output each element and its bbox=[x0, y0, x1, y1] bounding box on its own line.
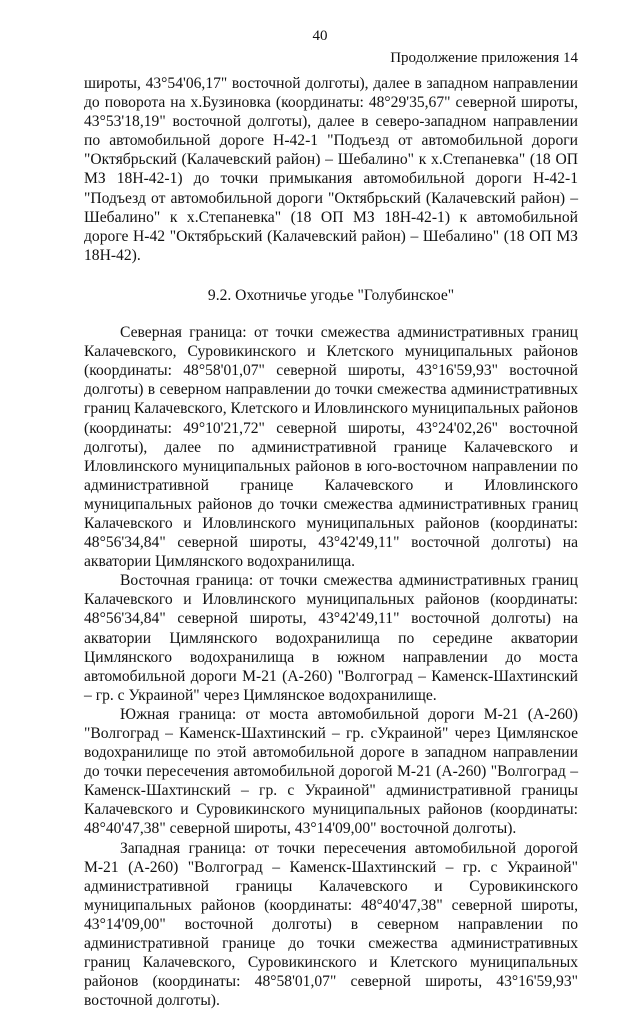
paragraph-east-boundary: Восточная граница: от точки смежества административных границ Калачевского и Иловлинского муниципальных районов (координаты: 48°56'34,84" северной широты, 43°42'49,11" восточной долготы) на акватории Цимлянского водохранилища по середине акватории Цимлянского водохранилища в южном направлении до моста автомобильной дороги М-21 (А-260) "Волгоград – Каменск-Шахтинский – гр. с Украиной" через Цимлянское водохранилище. bbox=[84, 572, 578, 704]
paragraph-north-boundary: Северная граница: от точки смежества административных границ Калачевского, Суровикинского и Клетского муниципальных районов (координаты: 48°58'01,07" северной широты, 43°16'59,93" восточной долготы) в северном направлении до точки смежества административных границ Калачевского, Клетского и Иловлинского муниципальных районов (координаты: 49°10'21,72" северной широты, 43°24'02,26" восточной долготы), далее по административной границе Калачевского и Иловлинского муниципальных районов в юго-восточном направлении по административной границе Калачевского и Иловлинского муниципальных районов до точки смежества административных границ Калачевского и Иловлинского муниципальных районов (координаты: 48°56'34,84" северной широты, 43°42'49,11" восточной долготы) на акватории Цимлянского водохранилища. bbox=[84, 324, 578, 571]
paragraph-west-boundary: Западная граница: от точки пересечения автомобильной дорогой М-21 (А-260) "Волгоград – Каменск-Шахтинский – гр. с Украиной" административной границы Калачевского и Суровикинского муниципальных районов (координаты: 48°40'47,38" северной широты, 43°14'09,00" восточной долготы) в северном направлении по административной границе до точки смежества административных границ Калачевского, Суровикинского и Клетского муниципальных районов (координаты: 48°58'01,07" северной широты, 43°16'59,93" восточной долготы). bbox=[84, 839, 578, 1010]
section-heading: 9.2. Охотничье угодье "Голубинское" bbox=[207, 286, 455, 304]
paragraph-south-boundary: Южная граница: от моста автомобильной дороги М-21 (А-260) "Волгоград – Каменск-Шахтинский – гр. сУкраиной" через Цимлянское водохранилище по этой автомобильной дороге в западном направлении до точки пересечения автомобильной дорогой М-21 (А-260) "Волгоград – Каменск-Шахтинский – гр. с Украиной" административной границы Калачевского и Суровикинского муниципальных районов (координаты: 48°40'47,38" северной широты, 43°14'09,00" восточной долготы). bbox=[84, 705, 578, 838]
intro-paragraph: широты, 43°54'06,17" восточной долготы), далее в западном направлении до поворота на х.Бузиновка (координаты: 48°29'35,67" северной широты, 43°53'18,19" восточной долготы), далее в северо-западном направлении по автомобильной дороге Н-42-1 "Подъезд от автомобильной дороги "Октябрьский (Калачевский район) – Шебалино" к х.Степаневка" (18 ОП МЗ 18Н-42-1) до точки примыкания автомобильной дороги Н-42-1 "Подъезд от автомобильной дороги "Октябрьский (Калачевский район) – Шебалино" к х.Степаневка" (18 ОП МЗ 18Н-42-1) к автомобильной дороге Н-42 "Октябрьский (Калачевский район) – Шебалино" (18 ОП МЗ 18Н-42). bbox=[84, 75, 578, 264]
document-body bbox=[84, 74, 578, 1010]
page-number: 40 bbox=[312, 28, 328, 44]
appendix-note: Продолжение приложения 14 bbox=[390, 50, 578, 66]
